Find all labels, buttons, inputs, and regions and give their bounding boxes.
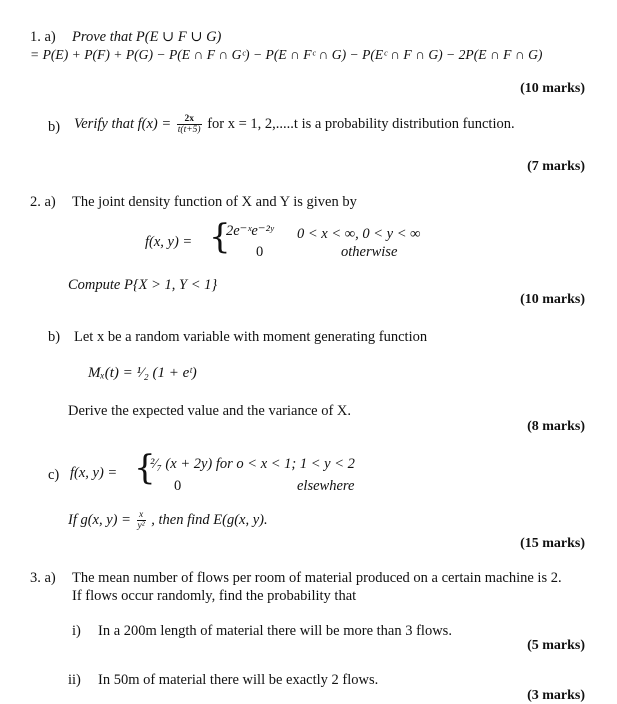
q2c-fraction (137, 510, 146, 531)
q2b-label: b) (48, 329, 61, 345)
q1b-statement (74, 114, 515, 135)
q2c-case1: ²⁄₇ (x + 2y) for o < x < 1; 1 < y < 2 (150, 456, 355, 472)
q3aii-marks: (3 marks) (527, 688, 585, 703)
q2c-if-post: , then find E(g(x, y). (151, 511, 268, 528)
q1b-fraction (177, 114, 202, 135)
q2b-statement: Let x be a random variable with moment generating function (74, 329, 428, 345)
q1a-statement: Prove that P(E ∪ F ∪ G) (72, 29, 222, 45)
q2c-statement (68, 510, 268, 531)
q3a-statement-line1: The mean number of flows per room of material produced on a certain machine is 2. (72, 570, 562, 586)
q2c-case2: 0 (174, 478, 182, 494)
q1b-label: b) (48, 119, 61, 135)
q3a-label: 3. a) (30, 570, 56, 586)
q1b-numerator: 2x (177, 114, 202, 125)
q2a-case2: 0 (256, 244, 264, 260)
q3aii-label: ii) (68, 672, 81, 688)
q2c-brace: { (134, 448, 156, 488)
q3ai-statement: In a 200m length of material there will be more than 3 flows. (98, 623, 452, 639)
q2c-denominator: y² (137, 521, 145, 531)
q2a-lhs: f(x, y) = (145, 234, 193, 250)
q3aii-statement: In 50m of material there will be exactly 2 flows. (98, 672, 379, 688)
q2a-case1: 2e⁻ˣe⁻²ʸ (226, 223, 274, 239)
q2c-numerator: x (137, 510, 146, 521)
q2a-cond2: otherwise (341, 244, 398, 260)
q1b-marks: (7 marks) (527, 159, 585, 174)
q2a-statement: The joint density function of X and Y is given by (72, 194, 357, 210)
q2a-label: 2. a) (30, 194, 56, 210)
q2c-marks: (15 marks) (520, 536, 585, 551)
q1b-denominator: t(t+5) (177, 125, 201, 135)
q3ai-marks: (5 marks) (527, 638, 585, 653)
q2a-compute: Compute P{X > 1, Y < 1} (68, 277, 218, 293)
q2a-marks: (10 marks) (520, 292, 585, 307)
q3ai-label: i) (72, 623, 81, 639)
q2c-lhs: f(x, y) = (70, 465, 118, 481)
q3a-statement-line2: If flows occur randomly, find the probability that (72, 588, 357, 604)
q1a-marks: (10 marks) (520, 81, 585, 96)
q1a-equation: = P(E) + P(F) + P(G) − P(E ∩ F ∩ Gᶜ) − P(E ∩ Fᶜ ∩ G) − P(Eᶜ ∩ F ∩ G) − 2P(E ∩ F ∩ G) (30, 47, 543, 62)
q1a-label: 1. a) (30, 29, 56, 45)
q2a-cond1: 0 < x < ∞, 0 < y < ∞ (297, 226, 421, 242)
q2c-label: c) (48, 467, 60, 483)
q2a-brace: { (209, 217, 231, 257)
q2c-cond2: elsewhere (297, 478, 355, 494)
q2b-marks: (8 marks) (527, 419, 585, 434)
q1b-post: for x = 1, 2,.....t is a probability distribution function. (207, 115, 515, 132)
q2b-derive: Derive the expected value and the variance of X. (68, 403, 352, 419)
q2c-if-pre: If g(x, y) = (68, 511, 131, 528)
q1b-pre: Verify that f(x) = (74, 115, 172, 132)
q2b-formula: Mₓ(t) = ¹⁄₂ (1 + eᵗ) (88, 365, 197, 381)
